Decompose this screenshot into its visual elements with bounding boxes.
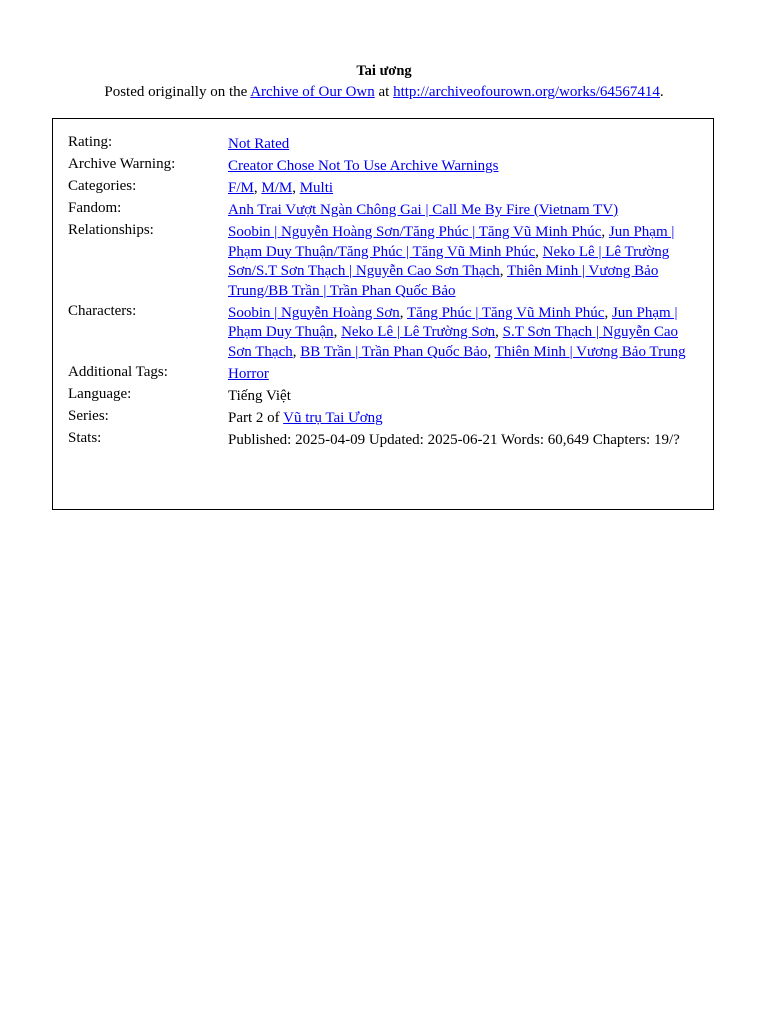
tag-separator: ,	[399, 304, 408, 321]
additional-tags-label: Additional Tags:	[68, 363, 168, 380]
language-row	[68, 387, 702, 407]
series-prefix: Part 2 of	[228, 409, 284, 426]
stats-label: Stats:	[68, 429, 102, 446]
tag-link[interactable]: Creator Chose Not To Use Archive Warnings	[228, 158, 499, 174]
additional-tags-value	[228, 365, 702, 385]
work-url-link[interactable]: http://archiveofourown.org/works/64567414	[393, 84, 660, 100]
tag-link[interactable]: F/M	[228, 180, 254, 196]
warning-value	[228, 157, 702, 177]
rating-value	[228, 135, 702, 155]
language-label: Language:	[68, 385, 132, 402]
stats-value: Published: 2025-04-09 Updated: 2025-06-21 Words: 60,649 Chapters: 19/?	[228, 431, 680, 448]
tag-separator: ,	[292, 343, 301, 360]
tag-separator: ,	[499, 263, 508, 279]
meta-box	[52, 118, 714, 510]
tag-separator: ,	[292, 180, 300, 196]
tag-link[interactable]: M/M	[261, 180, 293, 196]
rating-label: Rating:	[68, 134, 113, 150]
tag-separator: ,	[604, 304, 612, 321]
tag-link[interactable]: Soobin | Nguyễn Hoàng Sơn	[228, 304, 400, 321]
tag-link[interactable]: Soobin | Nguyễn Hoàng Sơn/Tăng Phúc | Tăng Vũ Minh Phúc	[228, 224, 602, 240]
series-link[interactable]: Vũ trụ Tai Ương	[283, 409, 383, 426]
characters-value	[228, 304, 702, 363]
tag-separator: ,	[535, 243, 543, 260]
posted-line	[0, 82, 768, 102]
tag-link[interactable]: Jun Phạm | Phạm Duy Thuận/Tăng Phúc | Tăng Vũ Minh Phúc	[228, 224, 675, 260]
posted-prefix: Posted originally on the	[104, 84, 251, 100]
tag-separator: ,	[495, 324, 503, 340]
categories-label: Categories:	[68, 178, 137, 194]
language-value: Tiếng Việt	[228, 387, 291, 404]
meta-list	[68, 135, 702, 453]
tag-link[interactable]: Neko Lê | Lê Trường Sơn	[341, 324, 496, 340]
archive-link[interactable]: Archive of Our Own	[250, 84, 375, 100]
tag-separator: ,	[253, 180, 262, 196]
work-title: Tai ương	[356, 63, 412, 79]
tag-link[interactable]: Jun Phạm | Phạm Duy Thuận	[228, 304, 678, 340]
series-label: Series:	[68, 407, 109, 424]
stats-row	[68, 431, 702, 451]
relationships-value	[228, 223, 702, 301]
tag-link[interactable]: Horror	[228, 365, 269, 382]
tag-link[interactable]: Anh Trai Vượt Ngàn Chông Gai | Call Me By Fire (Vietnam TV)	[228, 202, 619, 218]
tag-separator: ,	[333, 324, 342, 340]
warning-row	[68, 157, 702, 177]
tag-link[interactable]: Tăng Phúc | Tăng Vũ Minh Phúc	[407, 304, 605, 321]
tag-link[interactable]: Thiên Minh | Vương Bảo Trung	[494, 343, 686, 360]
relationships-row	[68, 223, 702, 301]
tag-separator: ,	[487, 343, 495, 360]
tag-link[interactable]: Not Rated	[228, 136, 290, 152]
tag-link[interactable]: BB Trần | Trần Phan Quốc Bảo	[300, 343, 488, 360]
tag-link[interactable]: Thiên Minh | Vương Bảo Trung/BB Trần | Trần Phan Quốc Bảo	[228, 263, 659, 299]
tag-link[interactable]: S.T Sơn Thạch | Nguyễn Cao Sơn Thạch	[228, 324, 679, 360]
categories-value	[228, 179, 702, 199]
fandom-label: Fandom:	[68, 200, 122, 216]
fandom-row	[68, 201, 702, 221]
additional-tags-row	[68, 365, 702, 385]
tag-separator: ,	[601, 224, 609, 240]
fandom-value	[228, 201, 702, 221]
series-row	[68, 409, 702, 429]
characters-label: Characters:	[68, 302, 137, 319]
rating-row	[68, 135, 702, 155]
warning-label: Archive Warning:	[68, 156, 176, 172]
work-header	[0, 62, 768, 102]
characters-row	[68, 304, 702, 363]
series-value	[228, 409, 702, 429]
relationships-label: Relationships:	[68, 222, 154, 238]
at-text: at	[374, 84, 394, 100]
categories-row	[68, 179, 702, 199]
tag-link[interactable]: Neko Lê | Lê Trường Sơn/S.T Sơn Thạch | Nguyễn Cao Sơn Thạch	[228, 243, 670, 279]
tag-link[interactable]: Multi	[299, 180, 334, 196]
posted-period: .	[659, 84, 664, 100]
